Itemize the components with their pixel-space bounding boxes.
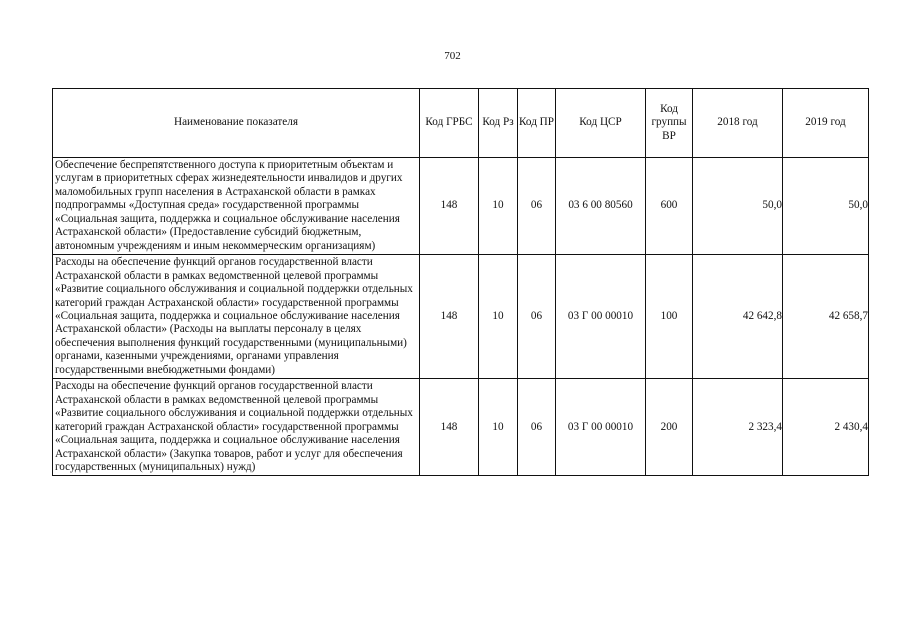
row-csr: 03 Г 00 00010 <box>556 255 646 379</box>
row-name: Расходы на обеспечение функций органов государственной власти Астраханской области в рамках ведомственной целевой программы «Развитие социального обслуживания и социальной поддержки отдельных категорий граждан Астраханской области» государственной программы «Социальная защита, поддержка и социальное обслуживание населения Астраханской области» (Закупка товаров, работ и услуг для обеспечения государственных (муниципальных) нужд) <box>53 379 420 476</box>
row-vr: 200 <box>646 379 693 476</box>
row-name: Обеспечение беспрепятственного доступа к приоритетным объектам и услугам в приоритетных сферах жизнедеятельности инвалидов и других маломобильных групп населения в Астраханской области в рамках подпрограммы «Доступная среда» государственной программы «Социальная защита, поддержка и социальное обслуживание населения Астраханской области» (Предоставление субсидий бюджетным, автономным учреждениям и иным некоммерческим организациям) <box>53 158 420 255</box>
row-csr: 03 Г 00 00010 <box>556 379 646 476</box>
row-grbs: 148 <box>420 255 479 379</box>
row-name: Расходы на обеспечение функций органов государственной власти Астраханской области в рамках ведомственной целевой программы «Развитие социального обслуживания и социальной поддержки отдельных категорий граждан Астраханской области» государственной программы «Социальная защита, поддержка и социальное обслуживание населения Астраханской области» (Расходы на выплаты персоналу в целях обеспечения выполнения функций государственными (муниципальными) органами, казенными учреждениями, органами управления государственными внебюджетными фондами) <box>53 255 420 379</box>
row-rz: 10 <box>479 158 518 255</box>
header-name <box>53 89 420 158</box>
header-2018 <box>693 89 783 158</box>
row-csr: 03 6 00 80560 <box>556 158 646 255</box>
header-row <box>53 89 869 158</box>
row-rz: 10 <box>479 379 518 476</box>
header-grbs-label: Код ГРБС <box>425 116 473 129</box>
row-2018: 42 642,8 <box>693 255 783 379</box>
header-pr-label: Код ПР <box>519 116 554 129</box>
header-csr-label: Код ЦСР <box>579 116 622 129</box>
table-row <box>53 158 869 255</box>
row-2018: 2 323,4 <box>693 379 783 476</box>
row-grbs: 148 <box>420 158 479 255</box>
header-rz-label: Код Рз <box>482 116 514 129</box>
row-vr: 100 <box>646 255 693 379</box>
header-grbs <box>420 89 479 158</box>
row-2018: 50,0 <box>693 158 783 255</box>
row-pr: 06 <box>518 379 556 476</box>
header-2019-label: 2019 год <box>805 116 846 129</box>
header-vr <box>646 89 693 158</box>
budget-table <box>52 88 869 476</box>
row-pr: 06 <box>518 255 556 379</box>
page-number: 702 <box>444 50 461 62</box>
header-rz <box>479 89 518 158</box>
table-row <box>53 379 869 476</box>
header-vr-label: Код группы ВР <box>651 102 687 142</box>
row-2019: 50,0 <box>783 158 869 255</box>
table-header <box>53 89 869 158</box>
row-pr: 06 <box>518 158 556 255</box>
header-name-label: Наименование показателя <box>174 116 298 129</box>
table-row <box>53 255 869 379</box>
row-2019: 2 430,4 <box>783 379 869 476</box>
table-body <box>53 158 869 476</box>
row-grbs: 148 <box>420 379 479 476</box>
row-vr: 600 <box>646 158 693 255</box>
row-2019: 42 658,7 <box>783 255 869 379</box>
header-2019 <box>783 89 869 158</box>
header-2018-label: 2018 год <box>717 116 758 129</box>
header-csr <box>556 89 646 158</box>
row-rz: 10 <box>479 255 518 379</box>
header-pr <box>518 89 556 158</box>
